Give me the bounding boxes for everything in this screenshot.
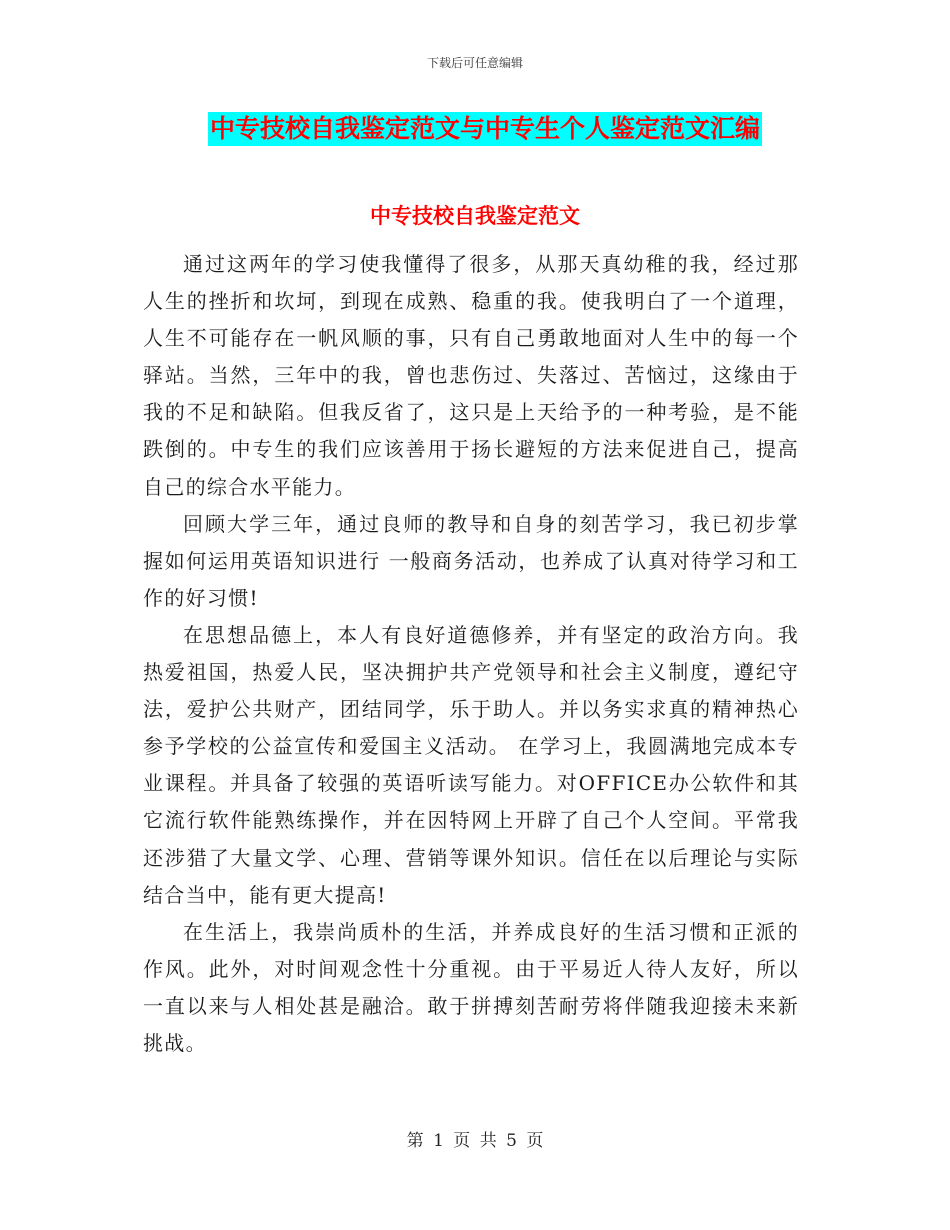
paragraph-3: 在思想品德上，本人有良好道德修养，并有坚定的政治方向。我热爱祖国，热爱人民，坚决拥护共产党领导和社会主义制度，遵纪守法，爱护公共财产，团结同学，乐于助人。并以务实求真的精神热心参予学校的公益宣传和爱国主义活动。 在学习上，我圆满地完成本专业课程。并具备了较强的英语听读写能力。对OFFICE办公软件和其它流行软件能熟练操作，并在因特网上开辟了自己个人空间。平常我还涉猎了大量文学、心理、营销等课外知识。信任在以后理论与实际结合当中，能有更大提高!	[143, 622, 799, 907]
header-note: 下载后可任意编辑	[426, 56, 523, 70]
paragraph-1: 通过这两年的学习使我懂得了很多，从那天真幼稚的我，经过那人生的挫折和坎坷，到现在成熟、稳重的我。使我明白了一个道理，人生不可能存在一帆风顺的事，只有自己勇敢地面对人生中的每一个驿站。当然，三年中的我，曾也悲伤过、失落过、苦恼过，这缘由于我的不足和缺陷。但我反省了，这只是上天给予的一种考验，是不能跌倒的。中专生的我们应该善用于扬长避短的方法来促进自己，提高自己的综合水平能力。	[143, 252, 799, 499]
document-body	[143, 246, 799, 1062]
paragraph-2: 回顾大学三年，通过良师的教导和自身的刻苦学习，我已初步掌握如何运用英语知识进行 一般商务活动，也养成了认真对待学习和工作的好习惯!	[143, 511, 799, 610]
paragraph-4: 在生活上，我崇尚质朴的生活，并养成良好的生活习惯和正派的作风。此外，对时间观念性十分重视。由于平易近人待人友好，所以一直以来与人相处甚是融洽。敢于拼搏刻苦耐劳将伴随我迎接未来新挑战。	[143, 919, 799, 1055]
document-title: 中专技校自我鉴定范文与中专生个人鉴定范文汇编	[208, 112, 762, 146]
section-title: 中专技校自我鉴定范文	[370, 203, 580, 228]
page-number: 第 1 页 共 5 页	[406, 1131, 544, 1151]
